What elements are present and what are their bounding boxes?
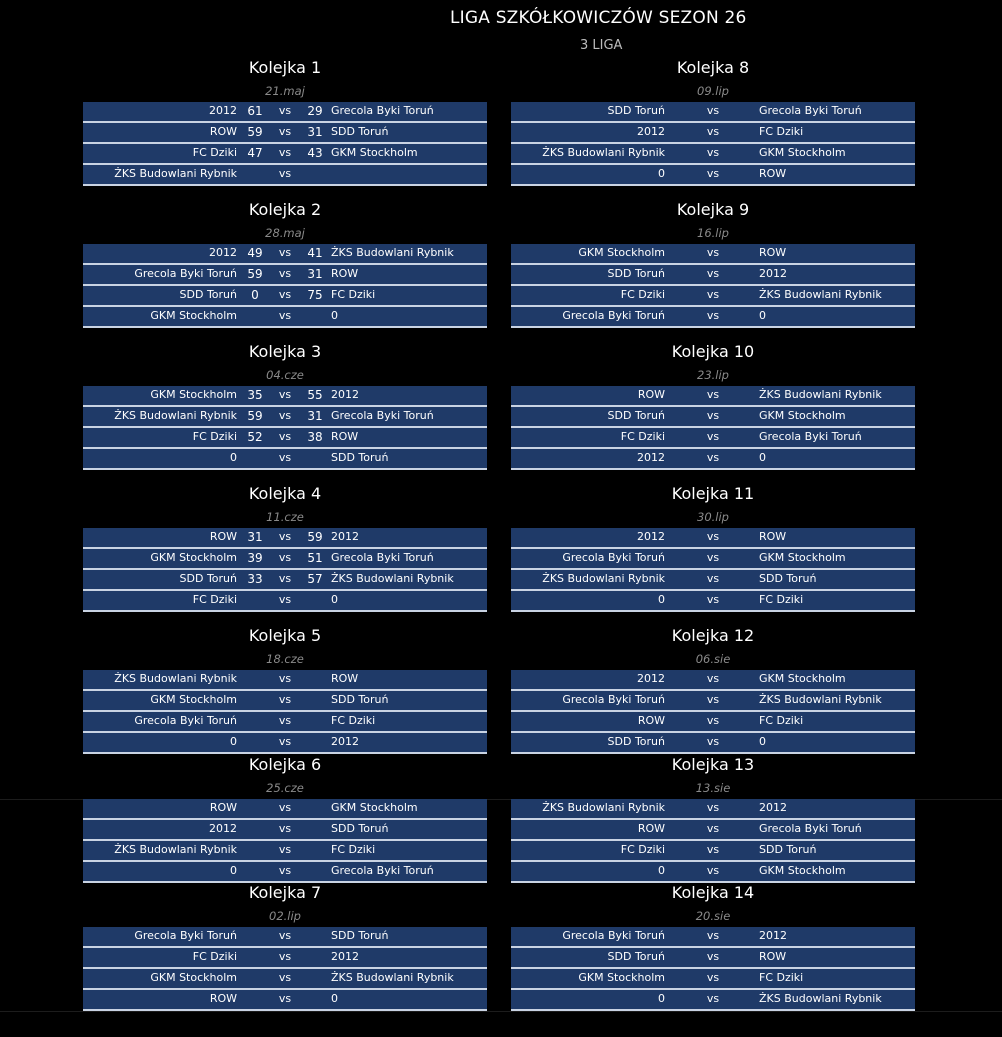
away-team: SDD Toruń	[759, 572, 817, 585]
vs-label: vs	[706, 104, 720, 117]
round-date: 02.lip	[269, 909, 301, 923]
home-team: ROW	[209, 125, 237, 138]
match-row[interactable]	[83, 570, 487, 591]
vs-label: vs	[278, 104, 292, 117]
vs-label: vs	[278, 551, 292, 564]
away-team: ROW	[759, 246, 787, 259]
home-team: ROW	[209, 530, 237, 543]
away-team: SDD Toruń	[331, 822, 389, 835]
vs-label: vs	[706, 572, 720, 585]
away-team: 0	[759, 451, 766, 464]
round-date: 11.cze	[266, 510, 304, 524]
away-team: Grecola Byki Toruń	[759, 822, 862, 835]
vs-label: vs	[278, 288, 292, 301]
away-team: 0	[759, 309, 766, 322]
vs-label: vs	[278, 530, 292, 543]
home-score: 49	[247, 246, 263, 260]
match-row[interactable]	[83, 948, 487, 969]
away-team: Grecola Byki Toruń	[331, 551, 434, 564]
match-row[interactable]	[83, 307, 487, 328]
match-row[interactable]	[83, 144, 487, 165]
away-score: 41	[307, 246, 323, 260]
vs-label: vs	[278, 388, 292, 401]
home-team: SDD Toruń	[607, 735, 665, 748]
home-team: SDD Toruń	[607, 409, 665, 422]
away-team: GKM Stockholm	[759, 864, 846, 877]
match-row[interactable]	[83, 265, 487, 286]
vs-label: vs	[706, 146, 720, 159]
vs-label: vs	[706, 388, 720, 401]
home-team: SDD Toruń	[179, 288, 237, 301]
round-title: Kolejka 14	[671, 883, 755, 902]
away-team: ŻKS Budowlani Rybnik	[331, 572, 454, 585]
vs-label: vs	[706, 309, 720, 322]
away-team: 2012	[759, 929, 787, 942]
match-row[interactable]	[511, 102, 915, 123]
match-row[interactable]	[511, 927, 915, 948]
home-team: GKM Stockholm	[150, 388, 237, 401]
match-row[interactable]	[83, 670, 487, 691]
home-team: SDD Toruń	[607, 104, 665, 117]
match-row[interactable]	[83, 407, 487, 428]
match-row[interactable]	[511, 712, 915, 733]
round-title: Kolejka 4	[248, 484, 322, 503]
home-team: ŻKS Budowlani Rybnik	[542, 146, 665, 159]
vs-label: vs	[278, 146, 292, 159]
round-title: Kolejka 5	[248, 626, 322, 645]
match-row[interactable]	[511, 990, 915, 1011]
vs-label: vs	[706, 693, 720, 706]
away-score: 38	[307, 430, 323, 444]
away-team: SDD Toruń	[331, 451, 389, 464]
round-date: 30.lip	[697, 510, 729, 524]
away-team: GKM Stockholm	[331, 801, 418, 814]
round-date: 18.cze	[266, 652, 304, 666]
home-team: 2012	[209, 246, 237, 259]
vs-label: vs	[706, 864, 720, 877]
home-team: Grecola Byki Toruń	[562, 929, 665, 942]
home-team: FC Dziki	[192, 430, 237, 443]
home-team: GKM Stockholm	[150, 693, 237, 706]
away-team: GKM Stockholm	[759, 551, 846, 564]
match-row[interactable]	[83, 691, 487, 712]
away-team: FC Dziki	[331, 288, 376, 301]
away-team: 0	[331, 309, 338, 322]
home-team: SDD Toruń	[179, 572, 237, 585]
away-score: 31	[307, 267, 323, 281]
vs-label: vs	[706, 409, 720, 422]
home-score: 39	[247, 551, 263, 565]
match-row[interactable]	[83, 449, 487, 470]
away-team: ŻKS Budowlani Rybnik	[759, 388, 882, 401]
home-score: 59	[247, 409, 263, 423]
match-row[interactable]	[83, 820, 487, 841]
match-row[interactable]	[83, 591, 487, 612]
home-team: FC Dziki	[620, 288, 665, 301]
vs-label: vs	[706, 288, 720, 301]
home-team: Grecola Byki Toruń	[562, 693, 665, 706]
home-team: 2012	[209, 104, 237, 117]
home-team: 2012	[637, 672, 665, 685]
home-team: SDD Toruń	[607, 950, 665, 963]
home-team: 2012	[209, 822, 237, 835]
away-score: 75	[307, 288, 323, 302]
match-row[interactable]	[83, 990, 487, 1011]
match-row[interactable]	[511, 265, 915, 286]
vs-label: vs	[278, 267, 292, 280]
vs-label: vs	[706, 971, 720, 984]
round-title: Kolejka 8	[676, 58, 750, 77]
round-title: Kolejka 2	[248, 200, 322, 219]
match-row[interactable]	[83, 528, 487, 549]
round-title: Kolejka 10	[671, 342, 755, 361]
vs-label: vs	[706, 530, 720, 543]
round-title: Kolejka 3	[248, 342, 322, 361]
vs-label: vs	[706, 843, 720, 856]
away-team: GKM Stockholm	[759, 409, 846, 422]
vs-label: vs	[278, 167, 292, 180]
home-score: 33	[247, 572, 263, 586]
match-row[interactable]	[511, 969, 915, 990]
vs-label: vs	[278, 801, 292, 814]
vs-label: vs	[706, 714, 720, 727]
home-team: 2012	[637, 451, 665, 464]
home-team: 2012	[637, 125, 665, 138]
away-team: FC Dziki	[331, 843, 376, 856]
round-date: 13.sie	[695, 781, 731, 795]
home-team: 0	[230, 451, 237, 464]
league-subtitle: 3 LIGA	[580, 38, 623, 53]
vs-label: vs	[278, 430, 292, 443]
away-team: SDD Toruń	[331, 125, 389, 138]
round-date: 21.maj	[265, 84, 305, 98]
match-row[interactable]	[511, 307, 915, 328]
home-team: 2012	[637, 530, 665, 543]
away-team: SDD Toruń	[331, 693, 389, 706]
match-row[interactable]	[83, 123, 487, 144]
home-team: ROW	[637, 388, 665, 401]
away-team: ROW	[759, 530, 787, 543]
vs-label: vs	[278, 864, 292, 877]
home-team: ŻKS Budowlani Rybnik	[114, 843, 237, 856]
vs-label: vs	[278, 992, 292, 1005]
away-team: GKM Stockholm	[331, 146, 418, 159]
round-date: 04.cze	[266, 368, 304, 382]
match-row[interactable]	[511, 528, 915, 549]
match-row[interactable]	[83, 841, 487, 862]
home-team: FC Dziki	[620, 843, 665, 856]
vs-label: vs	[278, 309, 292, 322]
vs-label: vs	[706, 451, 720, 464]
round-title: Kolejka 13	[671, 755, 755, 774]
home-team: ŻKS Budowlani Rybnik	[114, 167, 237, 180]
away-team: ROW	[331, 672, 359, 685]
away-score: 31	[307, 125, 323, 139]
match-row[interactable]	[511, 733, 915, 754]
match-row[interactable]	[83, 244, 487, 265]
vs-label: vs	[278, 950, 292, 963]
round-date: 06.sie	[695, 652, 731, 666]
home-score: 59	[247, 267, 263, 281]
vs-label: vs	[278, 929, 292, 942]
match-row[interactable]	[83, 969, 487, 990]
page-title: LIGA SZKÓŁKOWICZÓW SEZON 26	[450, 8, 747, 28]
vs-label: vs	[706, 246, 720, 259]
match-row[interactable]	[511, 286, 915, 307]
home-team: SDD Toruń	[607, 267, 665, 280]
away-team: ROW	[759, 950, 787, 963]
vs-label: vs	[278, 409, 292, 422]
home-team: ŻKS Budowlani Rybnik	[542, 801, 665, 814]
match-row[interactable]	[511, 165, 915, 186]
away-team: Grecola Byki Toruń	[759, 430, 862, 443]
home-team: 0	[230, 735, 237, 748]
match-row[interactable]	[511, 570, 915, 591]
home-team: 0	[658, 593, 665, 606]
vs-label: vs	[706, 267, 720, 280]
away-team: SDD Toruń	[331, 929, 389, 942]
match-row[interactable]	[83, 862, 487, 883]
round-date: 20.sie	[695, 909, 731, 923]
home-score: 31	[247, 530, 263, 544]
round-title: Kolejka 12	[671, 626, 755, 645]
home-team: GKM Stockholm	[150, 309, 237, 322]
vs-label: vs	[706, 593, 720, 606]
match-row[interactable]	[83, 712, 487, 733]
away-team: 2012	[759, 267, 787, 280]
home-team: ŻKS Budowlani Rybnik	[114, 672, 237, 685]
match-row[interactable]	[511, 591, 915, 612]
home-team: ROW	[209, 801, 237, 814]
match-row[interactable]	[83, 386, 487, 407]
match-row[interactable]	[511, 386, 915, 407]
vs-label: vs	[706, 551, 720, 564]
round-date: 28.maj	[265, 226, 305, 240]
round-title: Kolejka 9	[676, 200, 750, 219]
away-team: FC Dziki	[759, 971, 804, 984]
match-row[interactable]	[83, 102, 487, 123]
home-score: 59	[247, 125, 263, 139]
match-row[interactable]	[83, 165, 487, 186]
home-team: GKM Stockholm	[578, 246, 665, 259]
match-row[interactable]	[83, 927, 487, 948]
match-row[interactable]	[511, 862, 915, 883]
match-row[interactable]	[83, 549, 487, 570]
away-score: 57	[307, 572, 323, 586]
vs-label: vs	[278, 822, 292, 835]
home-team: ROW	[637, 822, 665, 835]
away-team: ŻKS Budowlani Rybnik	[759, 693, 882, 706]
home-team: FC Dziki	[620, 430, 665, 443]
match-row[interactable]	[511, 407, 915, 428]
home-team: GKM Stockholm	[578, 971, 665, 984]
home-team: ROW	[209, 992, 237, 1005]
vs-label: vs	[706, 992, 720, 1005]
home-team: Grecola Byki Toruń	[134, 714, 237, 727]
match-row[interactable]	[511, 670, 915, 691]
away-team: Grecola Byki Toruń	[331, 864, 434, 877]
match-row[interactable]	[511, 948, 915, 969]
home-team: ŻKS Budowlani Rybnik	[542, 572, 665, 585]
away-team: 2012	[331, 388, 359, 401]
away-team: ŻKS Budowlani Rybnik	[331, 246, 454, 259]
round-date: 16.lip	[697, 226, 729, 240]
away-team: FC Dziki	[759, 714, 804, 727]
home-team: Grecola Byki Toruń	[134, 267, 237, 280]
home-team: FC Dziki	[192, 146, 237, 159]
vs-label: vs	[706, 822, 720, 835]
round-title: Kolejka 6	[248, 755, 322, 774]
round-title: Kolejka 7	[248, 883, 322, 902]
match-row[interactable]	[511, 799, 915, 820]
round-title: Kolejka 11	[671, 484, 755, 503]
divider	[0, 1011, 1002, 1012]
match-row[interactable]	[511, 549, 915, 570]
round-date: 25.cze	[266, 781, 304, 795]
away-team: Grecola Byki Toruń	[331, 104, 434, 117]
vs-label: vs	[706, 430, 720, 443]
match-row[interactable]	[83, 733, 487, 754]
away-team: GKM Stockholm	[759, 146, 846, 159]
vs-label: vs	[278, 843, 292, 856]
home-score: 47	[247, 146, 263, 160]
home-score: 61	[247, 104, 263, 118]
away-team: SDD Toruń	[759, 843, 817, 856]
away-team: 0	[331, 593, 338, 606]
round-date: 09.lip	[697, 84, 729, 98]
vs-label: vs	[706, 735, 720, 748]
away-score: 59	[307, 530, 323, 544]
vs-label: vs	[278, 451, 292, 464]
match-row[interactable]	[511, 841, 915, 862]
home-team: ŻKS Budowlani Rybnik	[114, 409, 237, 422]
away-score: 55	[307, 388, 323, 402]
home-team: Grecola Byki Toruń	[562, 551, 665, 564]
home-team: ROW	[637, 714, 665, 727]
away-team: Grecola Byki Toruń	[759, 104, 862, 117]
vs-label: vs	[706, 167, 720, 180]
away-team: ŻKS Budowlani Rybnik	[759, 288, 882, 301]
away-team: 2012	[331, 735, 359, 748]
vs-label: vs	[278, 714, 292, 727]
home-team: Grecola Byki Toruń	[562, 309, 665, 322]
vs-label: vs	[278, 971, 292, 984]
vs-label: vs	[278, 672, 292, 685]
match-row[interactable]	[511, 244, 915, 265]
away-team: ROW	[331, 267, 359, 280]
round-title: Kolejka 1	[248, 58, 322, 77]
away-score: 51	[307, 551, 323, 565]
vs-label: vs	[278, 693, 292, 706]
away-team: ŻKS Budowlani Rybnik	[331, 971, 454, 984]
away-team: 2012	[759, 801, 787, 814]
match-row[interactable]	[511, 691, 915, 712]
match-row[interactable]	[83, 799, 487, 820]
home-score: 35	[247, 388, 263, 402]
away-score: 29	[307, 104, 323, 118]
home-team: 0	[230, 864, 237, 877]
match-row[interactable]	[511, 144, 915, 165]
home-team: 0	[658, 167, 665, 180]
vs-label: vs	[278, 735, 292, 748]
match-row[interactable]	[511, 428, 915, 449]
match-row[interactable]	[511, 449, 915, 470]
away-team: Grecola Byki Toruń	[331, 409, 434, 422]
vs-label: vs	[706, 950, 720, 963]
home-team: 0	[658, 864, 665, 877]
away-team: GKM Stockholm	[759, 672, 846, 685]
vs-label: vs	[706, 929, 720, 942]
match-row[interactable]	[83, 428, 487, 449]
vs-label: vs	[278, 125, 292, 138]
home-team: GKM Stockholm	[150, 551, 237, 564]
round-date: 23.lip	[697, 368, 729, 382]
away-team: 2012	[331, 530, 359, 543]
away-team: 0	[331, 992, 338, 1005]
vs-label: vs	[706, 801, 720, 814]
home-team: 0	[658, 992, 665, 1005]
away-team: 2012	[331, 950, 359, 963]
away-team: 0	[759, 735, 766, 748]
away-team: ROW	[759, 167, 787, 180]
vs-label: vs	[706, 125, 720, 138]
vs-label: vs	[278, 572, 292, 585]
match-row[interactable]	[511, 123, 915, 144]
away-team: ŻKS Budowlani Rybnik	[759, 992, 882, 1005]
home-score: 52	[247, 430, 263, 444]
away-team: ROW	[331, 430, 359, 443]
vs-label: vs	[278, 593, 292, 606]
home-score: 0	[251, 288, 259, 302]
away-team: FC Dziki	[759, 125, 804, 138]
home-team: GKM Stockholm	[150, 971, 237, 984]
away-score: 43	[307, 146, 323, 160]
away-score: 31	[307, 409, 323, 423]
vs-label: vs	[706, 672, 720, 685]
away-team: FC Dziki	[331, 714, 376, 727]
match-row[interactable]	[83, 286, 487, 307]
home-team: FC Dziki	[192, 593, 237, 606]
away-team: FC Dziki	[759, 593, 804, 606]
vs-label: vs	[278, 246, 292, 259]
home-team: FC Dziki	[192, 950, 237, 963]
match-row[interactable]	[511, 820, 915, 841]
home-team: Grecola Byki Toruń	[134, 929, 237, 942]
